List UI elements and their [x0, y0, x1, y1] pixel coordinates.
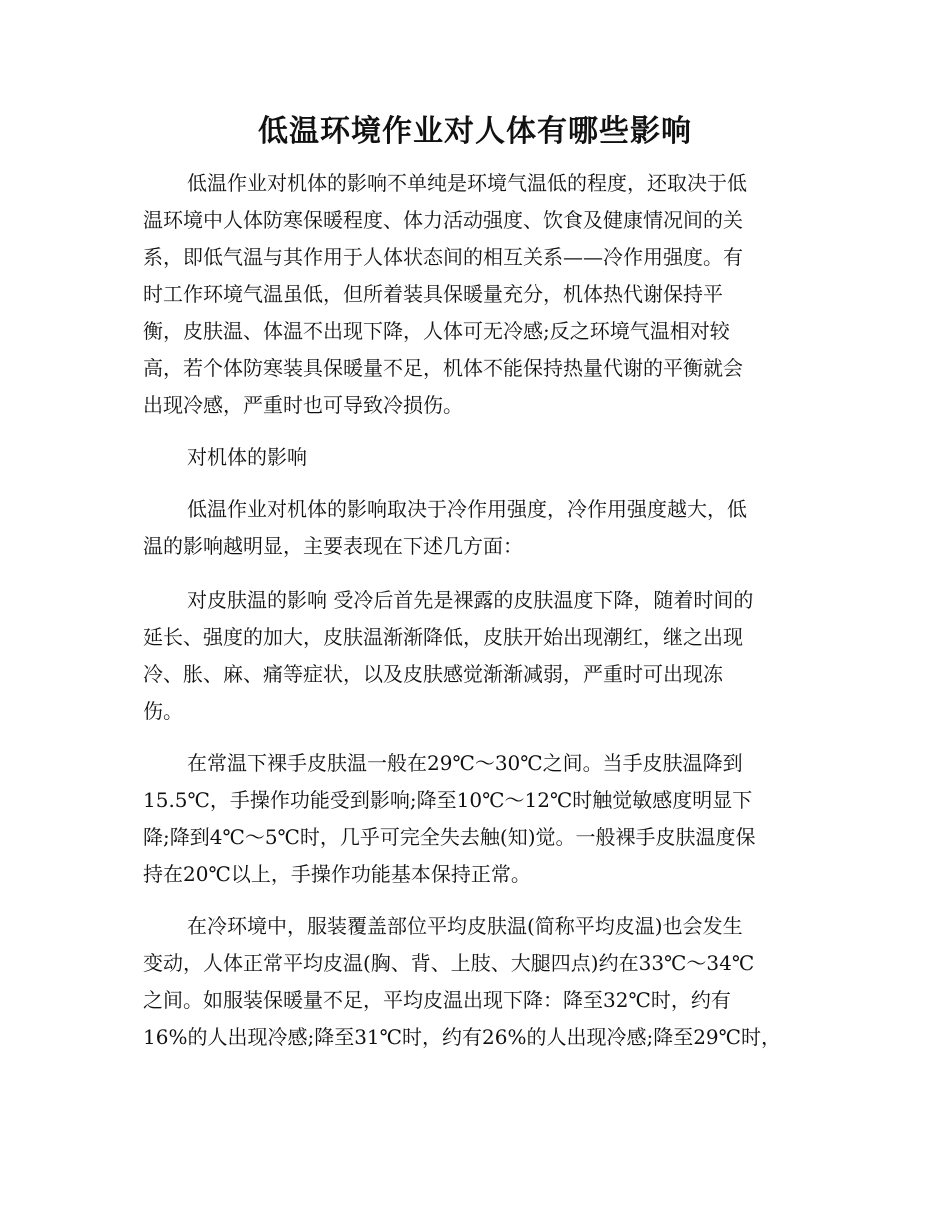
- paragraph-line: 对皮肤温的影响 受冷后首先是裸露的皮肤温度下降，随着时间的: [187, 588, 754, 612]
- paragraph-line: 在常温下裸手皮肤温一般在29℃～30℃之间。当手皮肤温降到: [187, 751, 743, 775]
- paragraph-line: 低温作业对机体的影响不单纯是环境气温低的程度，还取决于低: [187, 171, 747, 195]
- paragraph-line: 出现冷感，严重时也可导致冷损伤。: [143, 393, 463, 417]
- paragraph-line: 降;降到4℃～5℃时，几乎可完全失去触(知)觉。一般裸手皮肤温度保: [143, 825, 756, 849]
- paragraph-hand-temperature: [143, 745, 808, 893]
- paragraph-line: 变动，人体正常平均皮温(胸、背、上肢、大腿四点)约在33℃～34℃: [143, 951, 755, 975]
- paragraph-line: 15.5℃，手操作功能受到影响;降至10℃～12℃时触觉敏感度明显下: [143, 788, 753, 812]
- paragraph-line: 延长、强度的加大，皮肤温渐渐降低，皮肤开始出现潮红，继之出现: [143, 625, 743, 649]
- paragraph-line: 温环境中人体防寒保暖程度、体力活动强度、饮食及健康情况间的关: [143, 208, 743, 232]
- section-heading-paragraph: [143, 439, 808, 476]
- paragraph-line: 16%的人出现冷感;降至31℃时，约有26%的人出现冷感;降至29℃时，: [143, 1025, 782, 1049]
- paragraph-line: 衡，皮肤温、体温不出现下降，人体可无冷感;反之环境气温相对较: [143, 319, 730, 343]
- paragraph-line: 之间。如服装保暖量不足，平均皮温出现下降：降至32℃时，约有: [143, 988, 731, 1012]
- paragraph-line: 伤。: [143, 699, 183, 723]
- paragraph-line: 系，即低气温与其作用于人体状态间的相互关系——冷作用强度。有: [143, 245, 743, 269]
- paragraph-line: 持在20℃以上，手操作功能基本保持正常。: [143, 862, 531, 886]
- paragraph-effects-summary: [143, 491, 808, 565]
- paragraph-line: 时工作环境气温虽低，但所着装具保暖量充分，机体热代谢保持平: [143, 282, 723, 306]
- paragraph-average-skin-temperature: [143, 908, 808, 1056]
- paragraph-line: 冷、胀、麻、痛等症状，以及皮肤感觉渐渐减弱，严重时可出现冻: [143, 662, 723, 686]
- section-heading: 对机体的影响: [187, 445, 307, 469]
- paragraph-line: 低温作业对机体的影响取决于冷作用强度，冷作用强度越大，低: [187, 497, 747, 521]
- paragraph-skin-temperature: [143, 582, 808, 730]
- paragraph-line: 在冷环境中，服装覆盖部位平均皮肤温(简称平均皮温)也会发生: [187, 914, 743, 938]
- paragraph-intro: [143, 165, 808, 424]
- document-title: 低温环境作业对人体有哪些影响: [258, 114, 692, 149]
- paragraph-line: 温的影响越明显，主要表现在下述几方面：: [143, 534, 523, 558]
- paragraph-line: 高，若个体防寒装具保暖量不足，机体不能保持热量代谢的平衡就会: [143, 356, 743, 380]
